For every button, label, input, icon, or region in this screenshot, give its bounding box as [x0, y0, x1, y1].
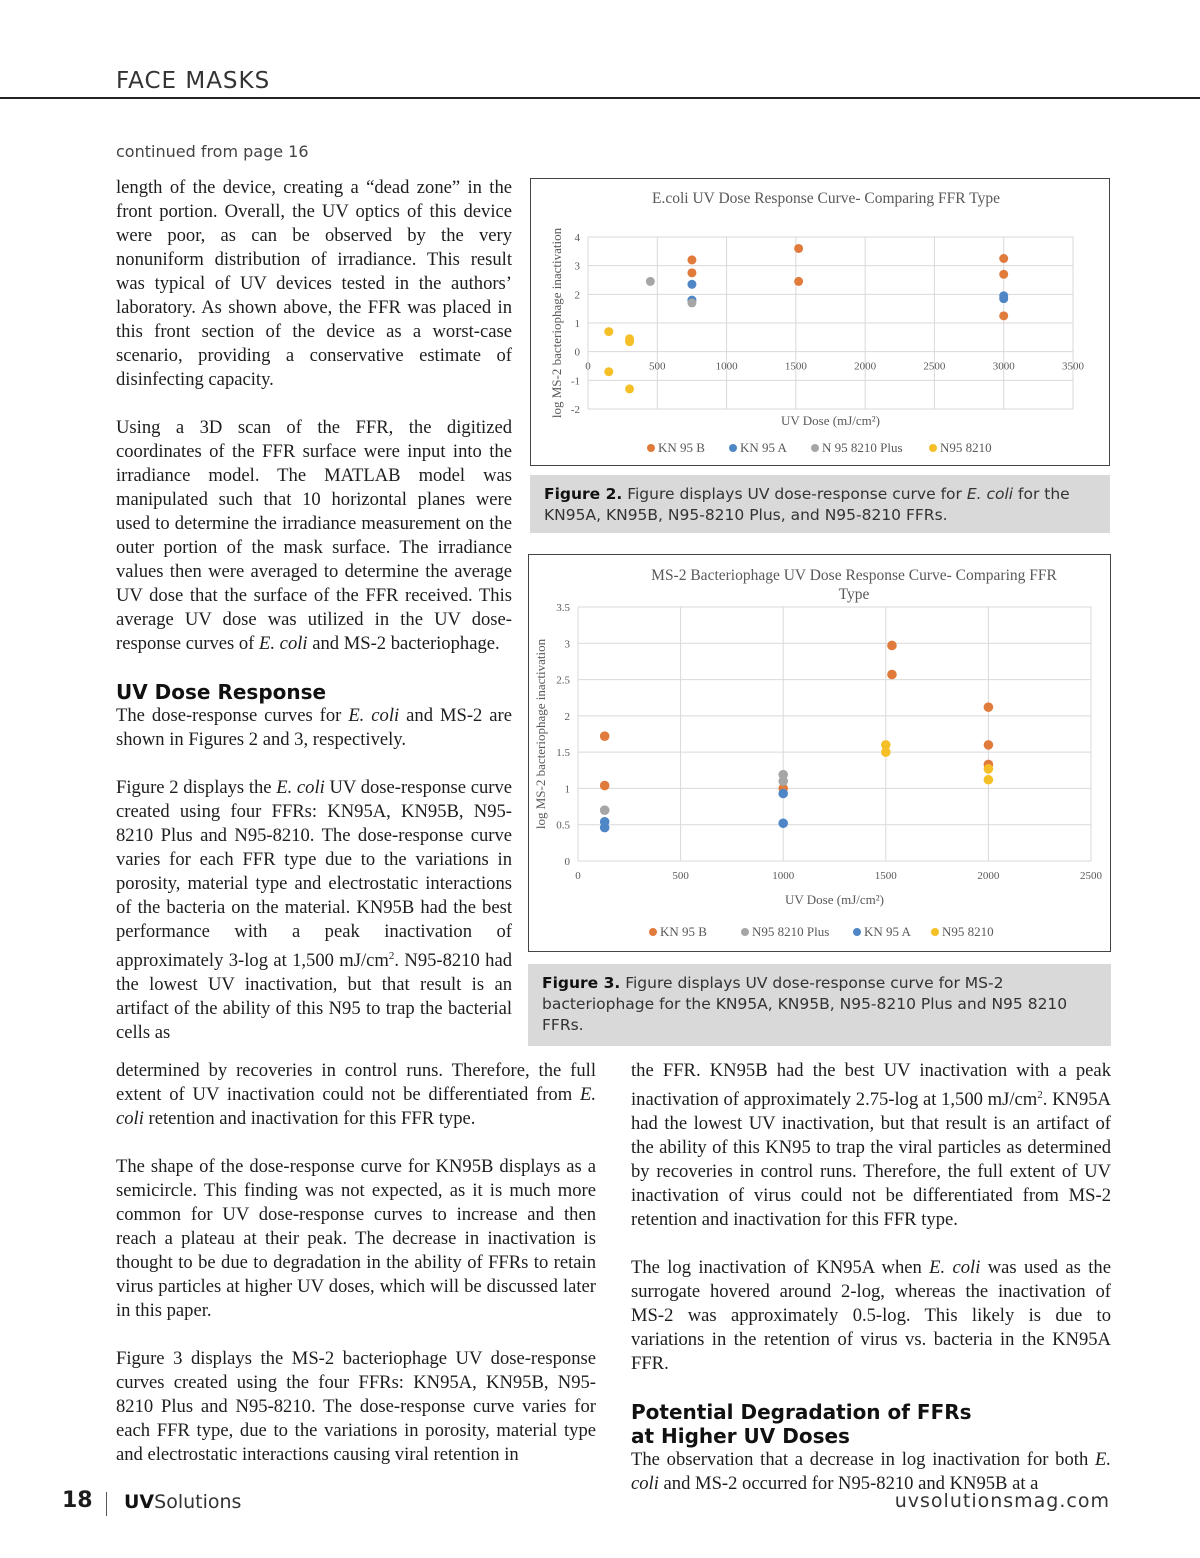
legend-label: N 95 8210 Plus [822, 440, 903, 455]
chart-title: MS-2 Bacteriophage UV Dose Response Curve- Comparing FFR [651, 567, 1057, 584]
x-tick-label: 500 [649, 360, 666, 373]
magazine-brand: UVSolutions [124, 1491, 242, 1513]
x-axis-label: UV Dose (mJ/cm²) [781, 413, 880, 428]
legend-label: KN 95 B [660, 924, 707, 939]
x-tick-label: 3000 [992, 360, 1015, 373]
x-tick-label: 500 [672, 870, 689, 882]
x-tick-label: 1000 [772, 870, 795, 882]
data-point [600, 731, 610, 741]
x-tick-label: 2000 [977, 870, 1000, 882]
paragraph: the FFR. KN95B had the best UV inactivation with a peak inactivation of approximately 2.75-log at 1,500 $mJ/cm^2$. KN95A had the lowest UV inactivation, but that result is an artifact of the ability of this KN95 to trap the viral particles as determined by recoveries in control runs. Therefore, the full extent of UV inactivation of virus could not be differentiated from MS-2 retention and inactivation for this FFR type. [631, 1060, 1111, 1231]
figure-3-chart [528, 554, 1111, 952]
ecoli-dose-response-chart [531, 179, 1109, 465]
y-tick-label: 2 [564, 710, 570, 723]
section-heading: UV Dose Response [116, 680, 327, 704]
chart-title: E.coli UV Dose Response Curve- Comparing FFR Type [652, 190, 1000, 207]
y-tick-label: 1 [574, 318, 580, 330]
x-tick-label: 1500 [874, 870, 897, 882]
paragraph: Figure 2 displays the E. coli UV dose-response curve created using four FFRs: KN95A, KN95B, N95-8210 Plus and N95-8210. The dose-response curve varies for each FFR type due to the variations in porosity, material type and electrostatic interactions of the bacteria on the material. KN95B had the best performance with a peak inactivation of approximately 3-log at 1,500 $mJ/cm^2$. N95-8210 had the lowest UV inactivation, but that result is an artifact of the ability of this N95 to trap the bacterial cells as [116, 777, 512, 1044]
y-tick-label: 1 [564, 783, 570, 796]
x-tick-label: 1000 [715, 360, 738, 373]
legend-marker [647, 444, 655, 452]
data-point [600, 823, 610, 833]
page-number: 18 [62, 1488, 93, 1513]
data-point [984, 775, 994, 785]
x-tick-label: 3500 [1062, 360, 1084, 373]
x-tick-label: 1500 [784, 360, 807, 373]
paragraph: The dose-response curves for E. coli and MS-2 are shown in Figures 2 and 3, respectively. [116, 705, 512, 750]
legend-label: KN 95 A [740, 440, 787, 455]
y-tick-label: 3.5 [556, 602, 570, 614]
data-point [778, 818, 788, 828]
y-axis-label: log MS-2 bacteriophage inactivation [549, 227, 564, 419]
y-tick-label: -1 [570, 375, 580, 388]
paragraph: The observation that a decrease in log inactivation for both E. coli and MS-2 occurred for N95-8210 and KN95B at a [631, 1449, 1111, 1495]
right-column [631, 1059, 1111, 1496]
data-point [887, 641, 897, 651]
paragraph: length of the device, creating a “dead zone” in the front portion. Overall, the UV optics of this device were poor, as can be observed by the very nonuniform distribution of irradiance. This result was typical of UV devices tested in the authors’ laboratory. As shown above, the FFR was placed in this front section of the device as a worst-case scenario, providing a conservative estimate of disinfecting capacity. [116, 177, 512, 390]
legend-label: N95 8210 [942, 924, 994, 939]
data-point [984, 702, 994, 712]
paragraph: determined by recoveries in control runs. Therefore, the full extent of UV inactivation could not be differentiated from E. coli retention and inactivation for this FFR type. [116, 1060, 596, 1129]
section-header: FACE MASKS [116, 68, 271, 94]
data-point [794, 244, 803, 253]
header-rule [0, 97, 1200, 99]
y-tick-label: 0 [564, 856, 570, 868]
x-tick-label: 2500 [1080, 870, 1102, 882]
data-point [687, 298, 696, 307]
figure-2-caption: Figure 2. Figure displays UV dose-response curve for E. coli for the KN95A, KN95B, N95-8210 Plus, and N95-8210 FFRs. [530, 475, 1110, 533]
paragraph: Figure 3 displays the MS-2 bacteriophage UV dose-response curves created using the four FFRs: KN95A, KN95B, N95-8210 Plus and N95-8210. The dose-response curve varies for each FFR type, due to the variations in porosity, material type and electrostatic interactions causing viral retention in [116, 1348, 596, 1465]
y-tick-label: 3 [564, 638, 570, 651]
y-tick-label: 2.5 [556, 674, 570, 687]
data-point [646, 277, 655, 286]
data-point [984, 740, 994, 750]
legend-label: N95 8210 Plus [752, 924, 830, 939]
legend-marker [729, 444, 737, 452]
legend-label: KN 95 B [658, 440, 705, 455]
legend-marker [853, 928, 861, 936]
chart-title: Type [838, 586, 870, 603]
legend-label: N95 8210 [940, 440, 992, 455]
data-point [687, 280, 696, 289]
data-point [999, 254, 1008, 263]
y-tick-label: 3 [574, 260, 580, 273]
data-point [600, 781, 610, 791]
data-point [999, 270, 1008, 279]
footer-divider [106, 1492, 107, 1516]
data-point [999, 294, 1008, 303]
continued-note: continued from page 16 [116, 142, 309, 161]
legend-marker [649, 928, 657, 936]
data-point [887, 670, 897, 680]
data-point [794, 277, 803, 286]
legend-marker [931, 928, 939, 936]
data-point [604, 327, 613, 336]
y-tick-label: 0 [574, 346, 580, 359]
paragraph: The log inactivation of KN95A when E. coli was used as the surrogate hovered around 2-log, whereas the inactivation of MS-2 was approximately 0.5-log. This likely is due to variations in the retention of virus vs. bacteria in the KN95A FFR. [631, 1257, 1111, 1375]
y-tick-label: 2 [574, 289, 580, 302]
legend-label: KN 95 A [864, 924, 911, 939]
paragraph: Using a 3D scan of the FFR, the digitized coordinates of the FFR surface were input into the irradiance model. The MATLAB model was manipulated such that 10 horizontal planes were used to determine the irradiance measurement on the outer portion of the mask surface. The irradiance values then were averaged to determine the average UV dose that the surface of the FFR received. This average UV dose was utilized in the UV dose-response curves of E. coli and MS-2 bacteriophage. [116, 417, 512, 654]
y-axis-label: log MS-2 bacteriophage inactivation [533, 638, 548, 830]
legend-marker [929, 444, 937, 452]
x-tick-label: 2500 [923, 360, 946, 373]
lower-left-column [116, 1059, 596, 1467]
x-tick-label: 0 [575, 870, 581, 882]
figure-2-chart [530, 178, 1110, 466]
section-heading: Potential Degradation of FFRs at Higher UV Doses [631, 1400, 972, 1449]
x-tick-label: 2000 [854, 360, 877, 373]
left-column [116, 176, 512, 1045]
paragraph: The shape of the dose-response curve for KN95B displays as a semicircle. This finding was not expected, as it is much more common for UV dose-response curves to increase and then reach a plateau at their peak. The decrease in inactivation is thought to be due to degradation in the ability of FFRs to retain virus particles at higher UV doses, which will be discussed later in this paper. [116, 1156, 596, 1321]
data-point [625, 384, 634, 393]
data-point [600, 805, 610, 815]
ms2-dose-response-chart [529, 555, 1110, 951]
x-axis-label: UV Dose (mJ/cm²) [785, 892, 884, 907]
data-point [625, 337, 634, 346]
y-tick-label: 1.5 [556, 747, 570, 760]
data-point [778, 789, 788, 799]
legend-marker [741, 928, 749, 936]
data-point [687, 268, 696, 277]
data-point [984, 764, 994, 774]
data-point [778, 776, 788, 786]
magazine-url: uvsolutionsmag.com [894, 1490, 1110, 1512]
figure-3-caption: Figure 3. Figure displays UV dose-response curve for MS-2 bacteriophage for the KN95A, KN95B, N95-8210 Plus and N95 8210 FFRs. [528, 964, 1111, 1046]
y-tick-label: -2 [570, 404, 580, 416]
y-tick-label: 0.5 [556, 819, 570, 832]
y-tick-label: 4 [574, 232, 580, 244]
legend-marker [811, 444, 819, 452]
data-point [604, 367, 613, 376]
data-point [687, 255, 696, 264]
x-tick-label: 0 [585, 360, 591, 373]
data-point [881, 747, 891, 757]
data-point [999, 311, 1008, 320]
